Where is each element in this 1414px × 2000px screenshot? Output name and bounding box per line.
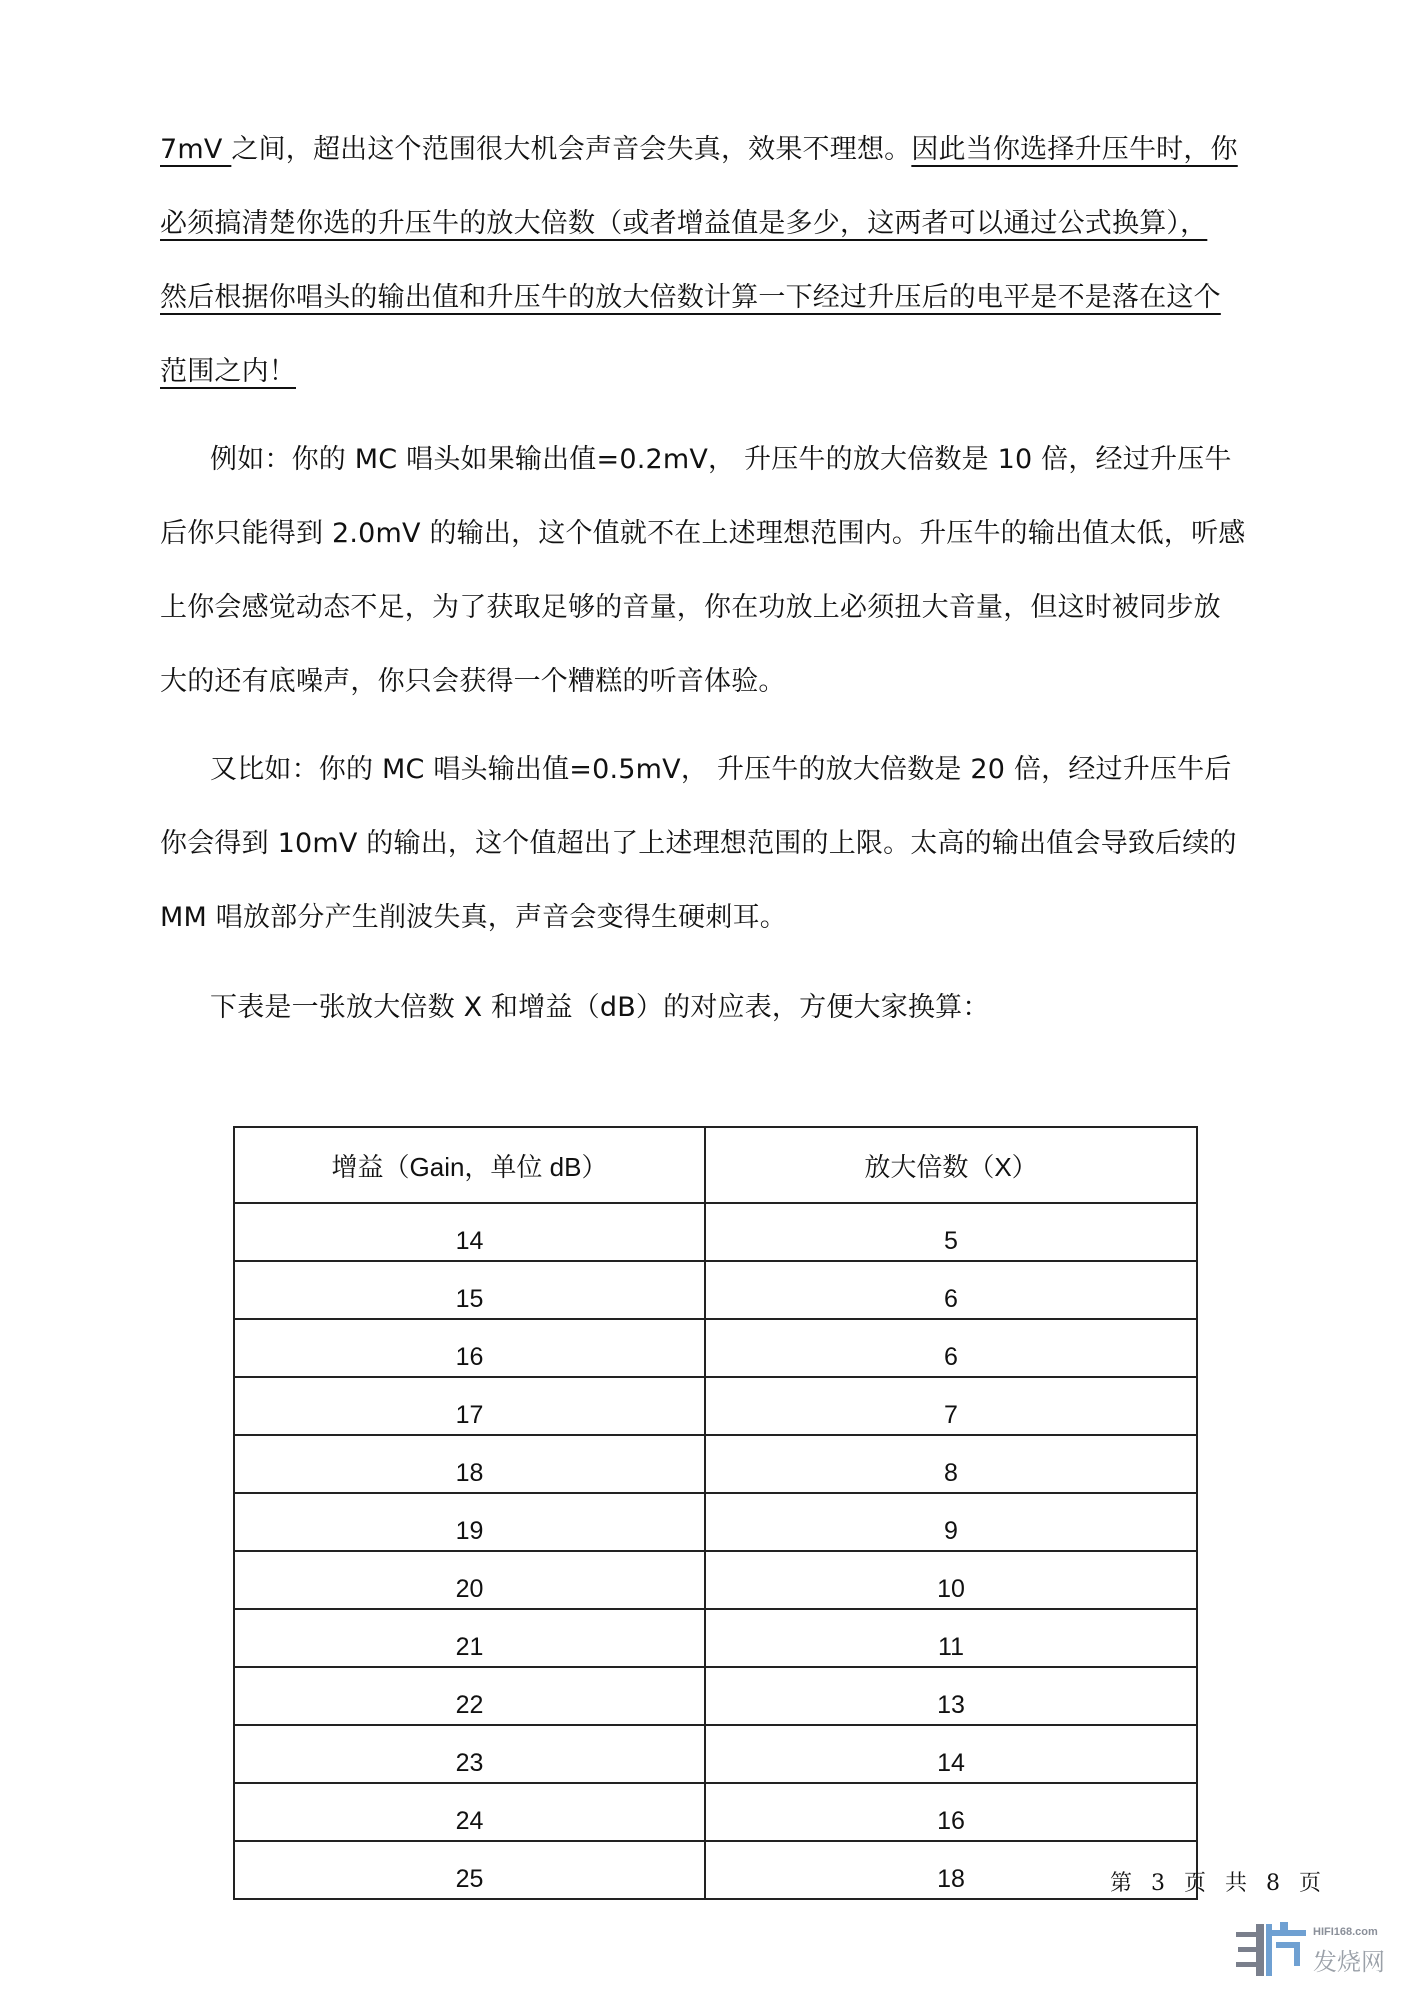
paragraph1-line2: 必须搞清楚你选的升压牛的放大倍数（或者增益值是多少，这两者可以通过公式换算）， <box>160 208 1208 239</box>
gain-cell: 23 <box>234 1725 705 1783</box>
gain-cell: 14 <box>234 1203 705 1261</box>
multiplier-cell: 8 <box>705 1435 1197 1493</box>
multiplier-cell: 7 <box>705 1377 1197 1435</box>
multiplier-cell: 13 <box>705 1667 1197 1725</box>
table-row <box>234 1841 1197 1899</box>
paragraph3-line1: 又比如：你的 MC 唱头输出值=0.5mV， 升压牛的放大倍数是 20 倍，经过升压牛后 <box>210 754 1232 785</box>
multiplier-cell: 14 <box>705 1725 1197 1783</box>
gain-conversion-table <box>233 1126 1198 1900</box>
gain-cell: 20 <box>234 1551 705 1609</box>
page-number: 第 3 页 共 8 页 <box>1110 1871 1323 1896</box>
gain-cell: 19 <box>234 1493 705 1551</box>
underlined-text: 范围之内！ <box>160 356 296 387</box>
paragraph1-line4 <box>160 352 1290 392</box>
table-row <box>234 1377 1197 1435</box>
column-header-multiplier: 放大倍数（X） <box>705 1127 1197 1203</box>
table-row <box>234 1493 1197 1551</box>
paragraph3-line3: MM 唱放部分产生削波失真，声音会变得生硬刺耳。 <box>160 902 787 933</box>
gain-cell: 21 <box>234 1609 705 1667</box>
gain-cell: 24 <box>234 1783 705 1841</box>
paragraph4-line1: 下表是一张放大倍数 X 和增益（dB）的对应表，方便大家换算： <box>210 992 990 1023</box>
gain-cell: 25 <box>234 1841 705 1899</box>
multiplier-cell: 11 <box>705 1609 1197 1667</box>
gain-cell: 15 <box>234 1261 705 1319</box>
multiplier-cell: 9 <box>705 1493 1197 1551</box>
table-row <box>234 1725 1197 1783</box>
multiplier-cell: 16 <box>705 1783 1197 1841</box>
paragraph2-line4: 大的还有底噪声，你只会获得一个糟糕的听音体验。 <box>160 666 786 697</box>
gain-cell: 17 <box>234 1377 705 1435</box>
paragraph3-line2: 你会得到 10mV 的输出，这个值超出了上述理想范围的上限。太高的输出值会导致后续的 <box>160 828 1237 859</box>
paragraph2-line3: 上你会感觉动态不足，为了获取足够的音量，你在功放上必须扭大音量，但这时被同步放 <box>160 592 1221 623</box>
table-row <box>234 1551 1197 1609</box>
table-row <box>234 1435 1197 1493</box>
table-row <box>234 1609 1197 1667</box>
gain-cell: 22 <box>234 1667 705 1725</box>
multiplier-cell: 10 <box>705 1551 1197 1609</box>
paragraph2-line1: 例如：你的 MC 唱头如果输出值=0.2mV， 升压牛的放大倍数是 10 倍，经过升压牛 <box>210 444 1232 475</box>
table-row <box>234 1783 1197 1841</box>
table-row <box>234 1261 1197 1319</box>
underlined-text: 因此当你选择升压牛时，你 <box>911 134 1238 165</box>
body-text: 之间，超出这个范围很大机会声音会失真，效果不理想。 <box>231 134 912 165</box>
paragraph1-line1 <box>160 130 1290 170</box>
paragraph2-line2: 后你只能得到 2.0mV 的输出，这个值就不在上述理想范围内。升压牛的输出值太低，听感 <box>160 518 1246 549</box>
watermark-site: HIFI168.com <box>1313 1926 1378 1938</box>
watermark-name: 发烧网 <box>1313 1948 1385 1976</box>
table-header-row <box>234 1127 1197 1203</box>
multiplier-cell: 5 <box>705 1203 1197 1261</box>
gain-cell: 18 <box>234 1435 705 1493</box>
table-row <box>234 1319 1197 1377</box>
table-row <box>234 1667 1197 1725</box>
underlined-text: 7mV <box>160 134 232 165</box>
multiplier-cell: 18 <box>705 1841 1197 1899</box>
multiplier-cell: 6 <box>705 1261 1197 1319</box>
column-header-gain: 增益（Gain，单位 dB） <box>234 1127 705 1203</box>
paragraph1-line3: 然后根据你唱头的输出值和升压牛的放大倍数计算一下经过升压后的电平是不是落在这个 <box>160 282 1221 313</box>
multiplier-cell: 6 <box>705 1319 1197 1377</box>
table-row <box>234 1203 1197 1261</box>
gain-cell: 16 <box>234 1319 705 1377</box>
